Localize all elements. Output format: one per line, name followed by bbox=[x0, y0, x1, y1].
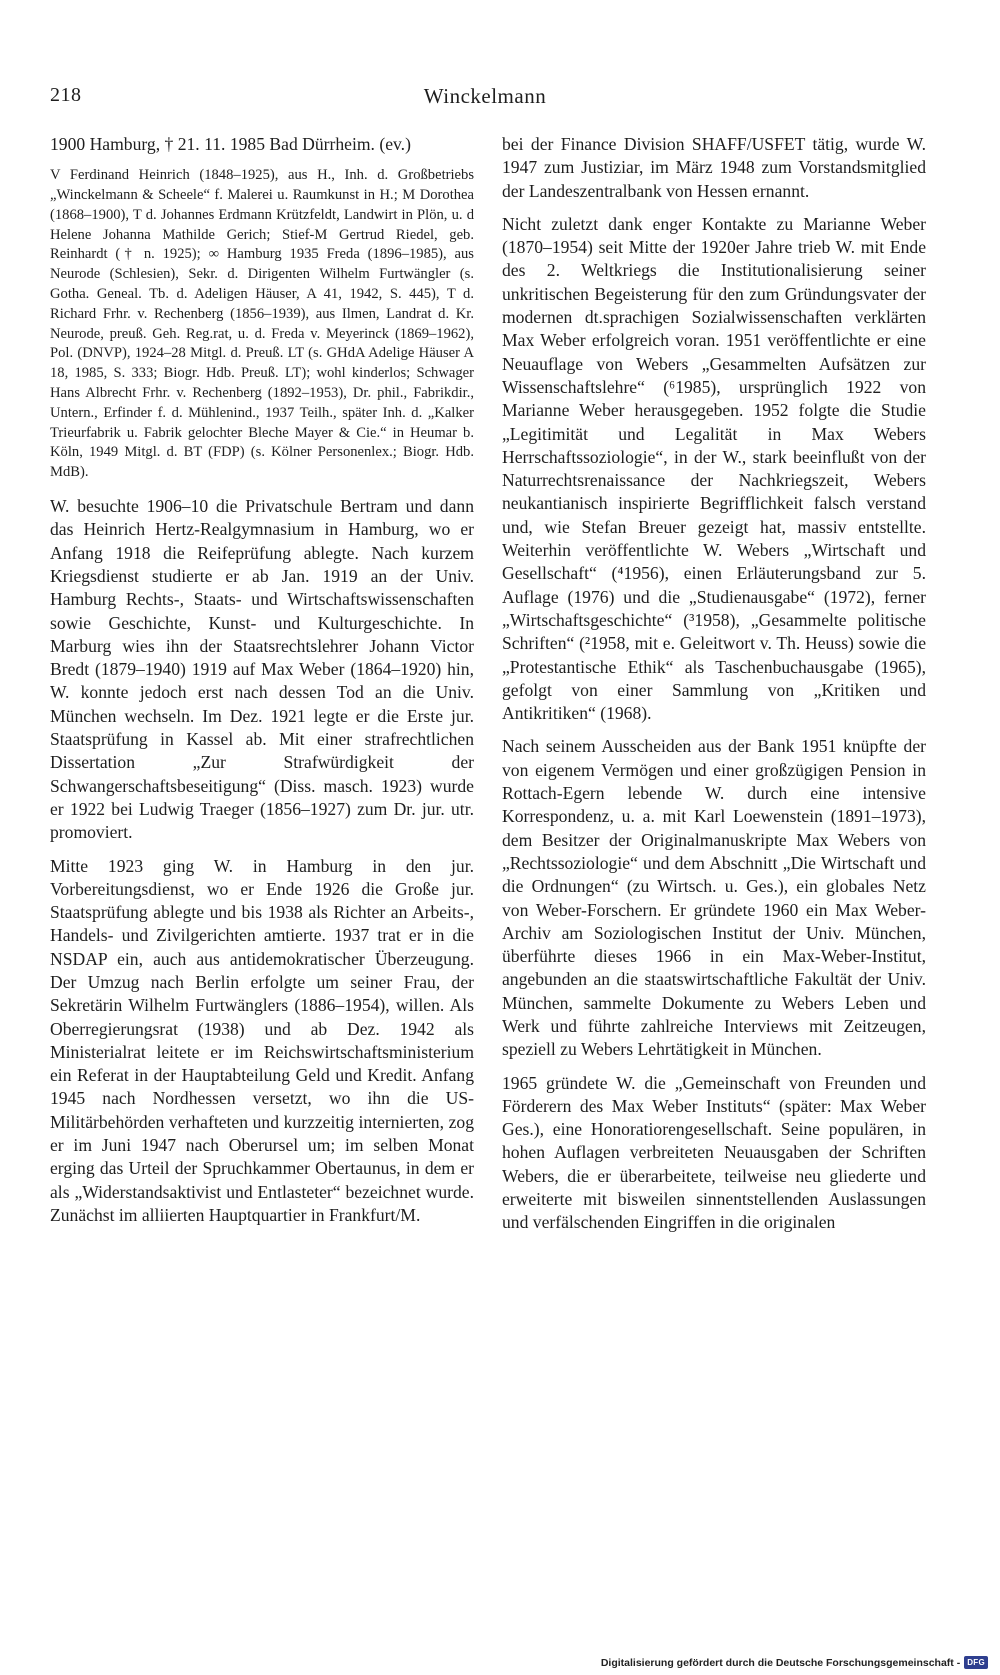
body-paragraph: W. besuchte 1906–10 die Privatschule Bertram und dann das Heinrich Hertz-Realgymnasium in Hamburg, wo er Anfang 1918 die Reifeprüfung ablegte. Nach kurzem Kriegsdienst studierte er ab Jan. 1919 an der Univ. Hamburg Rechts-, Staats- und Wirtschaftswissenschaften sowie Geschichte, Kunst- und Kulturgeschichte. In Marburg wies ihn der Staatsrechtslehrer Johann Victor Bredt (1879–1940) 1919 auf Max Weber (1864–1920) hin, W. konnte jedoch erst nach dessen Tod an die Univ. München wechseln. Im Dez. 1921 legte er die Erste jur. Staatsprüfung in Kassel ab. Mit einer strafrechtlichen Dissertation „Zur Strafwürdigkeit der Schwangerschaftsbeseitigung“ (Diss. masch. 1923) wurde er 1922 bei Ludwig Traeger (1856–1927) zum Dr. jur. utr. promoviert. bbox=[50, 496, 474, 843]
body-paragraph: Nach seinem Ausscheiden aus der Bank 1951 knüpfte der von eigenem Vermögen und einer großzügigen Pension in Rottach-Egern lebende W. durch eine intensive Korrespondenz, u. a. mit Karl Loewenstein (1891–1973), dem Besitzer der Originalmanuskripte Max Webers von „Rechtssoziologie“ und dem Abschnitt „Die Wirtschaft und die Ordnungen“ (zu Wirtsch. u. Ges.), ein globales Netz von Weber-Forschern. Er gründete 1960 ein Max Weber-Archiv am Soziologischen Institut der Univ. München, überführte dieses 1966 in ein Max-Weber-Institut, angebunden an die staatswirtschaftliche Fakultät der Univ. München, sammelte Dokumente zu Webers Leben und Werk und führte zahlreiche Interviews mit Zeitzeugen, speziell zu Webers Lehrtätigkeit in München. bbox=[502, 736, 926, 1060]
digitization-footer bbox=[601, 1656, 988, 1669]
dfg-logo: DFG bbox=[964, 1656, 988, 1669]
footer-text: Digitalisierung gefördert durch die Deutsche Forschungsgemeinschaft - bbox=[600, 1656, 961, 1669]
body-paragraph: Nicht zuletzt dank enger Kontakte zu Marianne Weber (1870–1954) seit Mitte der 1920er Jahre trieb W. mit Ende des 2. Weltkriegs die Institutionalisierung seiner unkritischen Begeisterung für den zum Gründungsvater der modernen dt.sprachigen Sozialwissenschaften verklärten Max Weber erfolgreich voran. 1951 veröffentlichte er eine Neuauflage von Webers „Gesammelten Aufsätzen zur Wissenschaftslehre“ (⁶1985), ursprünglich 1922 von Marianne Weber herausgegeben. 1952 folgte die Studie „Legitimität und Legalität in Max Webers Herrschaftssoziologie“, in der W., stark beeinflußt von der Naturrechtsrenaissance der Nachkriegszeit, Webers neukantianisch inspirierte Begrifflichkeit falsch verstand und, wie Stefan Breuer gezeigt hat, massiv entstellte. Weiterhin veröffentlichte W. Webers „Wirtschaft und Gesellschaft“ (⁴1956), einen Erläuterungsband zur 5. Auflage (1976) und die „Studienausgabe“ (1972), ferner „Wirtschaftsgeschichte“ (³1958), „Gesammelte politische Schriften“ (²1958, mit e. Geleitwort v. Th. Heuss) sowie die „Protestantische Ethik“ als Taschenbuchausgabe (1965), gefolgt von einer Sammlung von „Kritiken und Antikritiken“ (1968). bbox=[502, 213, 926, 724]
body-paragraph: Mitte 1923 ging W. in Hamburg in den jur. Vorbereitungsdienst, wo er Ende 1926 die Große jur. Staatsprüfung ablegte und bis 1938 als Richter an Arbeits-, Handels- und Zivilgerichten amtierte. 1937 trat er in die NSDAP ein, auch aus antidemokratischer Überzeugung. Der Umzug nach Berlin erfolgte um seiner Frau, der Sekretärin Wilhelm Furtwänglers (1886–1954), willen. Als Oberregierungsrat (1938) und ab Dez. 1942 als Ministerialrat leitete er im Reichswirtschaftsministerium ein Referat in der Hauptabteilung Geld und Kredit. Anfang 1945 nach Nordhessen versetzt, wo ihn die US-Militärbehörden verhafteten und kurzzeitig internierten, zog er im Juni 1947 nach Oberursel um; im selben Monat erging das Urteil der Spruchkammer Obertaunus, in dem er als „Widerstandsaktivist und Entlasteter“ bezeichnet wurde. Zunächst im alliierten Hauptquartier in Frankfurt/M. bbox=[50, 855, 474, 1225]
left-column bbox=[50, 133, 474, 1227]
page-number: 218 bbox=[50, 84, 82, 106]
body-paragraph: bei der Finance Division SHAFF/USFET tätig, wurde W. 1947 zum Justiziar, im März 1948 zum Vorstandsmitglied der Landeszentralbank von Hessen ernannt. bbox=[502, 134, 926, 201]
running-head: Winckelmann bbox=[423, 84, 547, 108]
genealogy-block: V Ferdinand Heinrich (1848–1925), aus H., Inh. d. Großbetriebs „Winckelmann & Scheele“ f. Malerei u. Raumkunst in H.; M Dorothea (1868–1900), T d. Johannes Erdmann Krützfeldt, Landwirt in Plön, u. d Helene Johanna Mathilde Gerich; Stief-M Gertrud Riedel, geb. Reinhardt († n. 1925); ∞ Hamburg 1935 Freda (1896–1985), aus Neurode (Schlesien), Sekr. d. Dirigenten Wilhelm Furtwängler (s. Gotha. Geneal. Tb. d. Adeligen Häuser, A 41, 1942, S. 445), T d. Richard Frhr. v. Rechenberg (1856–1939), aus Ilmen, Landrat d. Kr. Neurode, preuß. Geh. Reg.rat, u. d. Freda v. Meyerinck (1869–1962), Pol. (DNVP), 1924–28 Mitgl. d. Preuß. LT (s. GHdA Adelige Häuser A 18, 1985, S. 333; Biogr. Hdb. Preuß. LT); wohl kinderlos; Schwager Hans Albrecht Frhr. v. Rechenberg (1892–1953), Dr. phil., Fabrikdir., Untern., Erfinder f. d. Mühlenind., 1937 Teilh., später Inh. d. „Kalker Trieurfabrik u. Fabrik gelochter Bleche Mayer & Cie.“ in Heumar b. Köln, 1949 Mitgl. d. BT (FDP) (s. Kölner Personenlex.; Biogr. Hdb. MdB). bbox=[50, 167, 474, 481]
right-column bbox=[502, 133, 926, 1235]
life-dates: 1900 Hamburg, † 21. 11. 1985 Bad Dürrheim. (ev.) bbox=[50, 134, 411, 154]
page-header bbox=[50, 84, 920, 114]
body-paragraph: 1965 gründete W. die „Gemeinschaft von Freunden und Förderern des Max Weber Instituts“ (später: Max Weber Ges.), eine Honoratiorengesellschaft. Seine populären, in hohen Auflagen verbreiteten Neuausgaben der Schriften Webers, die er überarbeitete, teilweise neu gliederte und erweiterte mit bisweilen sinnentstellenden Auslassungen und verfälschenden Eingriffen in die originalen bbox=[502, 1072, 926, 1233]
